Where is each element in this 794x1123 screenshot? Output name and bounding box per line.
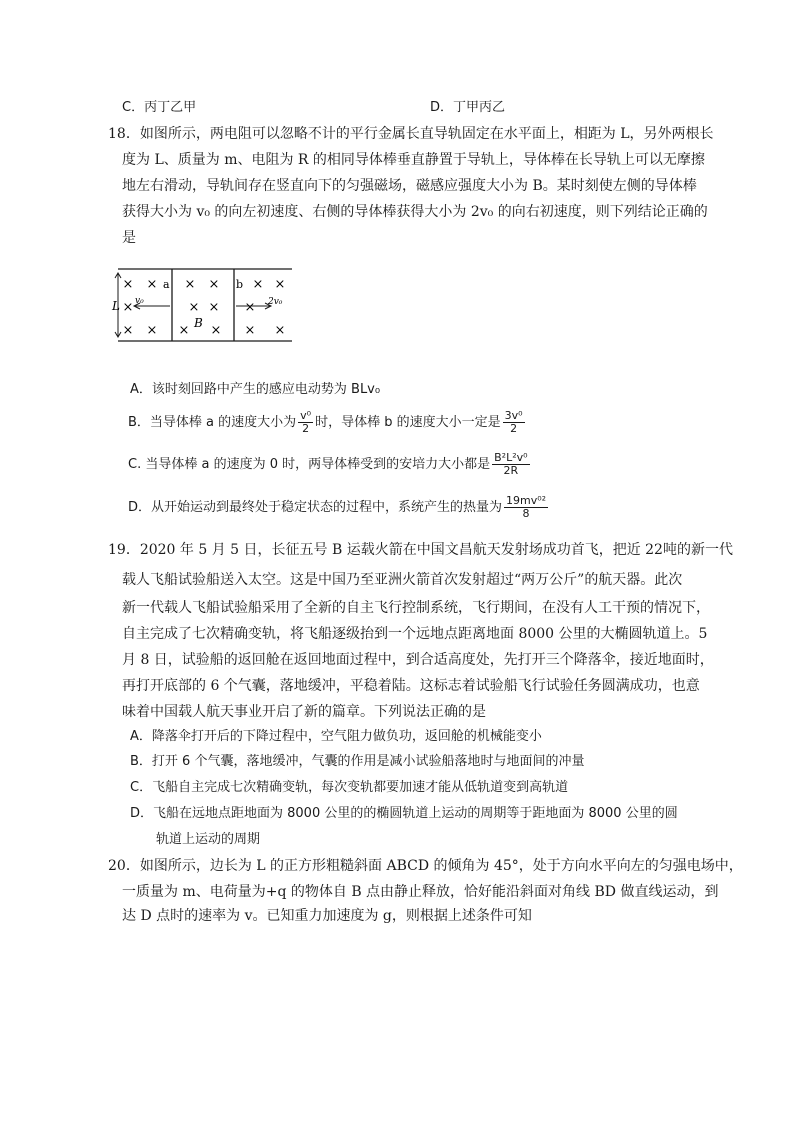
q17-option-d: D．丁甲丙乙 (430, 100, 506, 115)
label-L: L (112, 299, 120, 313)
q18-stem-line: 度为 L、质量为 m、电阻为 R 的相同导体棒垂直静置于导轨上，导体棒在长导轨上可以无摩擦 (122, 152, 705, 168)
q17-option-c: C．丙丁乙甲 (122, 100, 197, 115)
field-cross: × (188, 300, 200, 315)
q19-stem-line: 味着中国载人航天事业开启了新的篇章。下列说法正确的是 (122, 704, 486, 720)
q18-stem-line: 地左右滑动，导轨间存在竖直向下的匀强磁场，磁感应强度大小为 B。某时刻使左侧的导体棒 (122, 178, 697, 194)
q18-option-b-pre: B．当导体棒 a 的速度大小为 (128, 415, 297, 430)
q18-option-a: A．该时刻回路中产生的感应电动势为 BLv₀ (130, 382, 381, 397)
q18-option-d-pre: D．从开始运动到最终处于稳定状态的过程中，系统产生的热量为 (128, 500, 503, 515)
q18-option-d-frac (504, 495, 548, 520)
label-b: b (236, 278, 244, 291)
frac-numerator: 19mv⁰² (506, 494, 547, 507)
frac-numerator: B²L²v⁰ (494, 451, 528, 464)
field-cross: × (208, 277, 220, 292)
frac-denominator: 8 (522, 507, 530, 520)
q19-option-b: B．打开 6 个气囊，落地缓冲，气囊的作用是减小试验船落地时与地面间的冲量 (130, 754, 585, 769)
frac-numerator: 3v⁰ (504, 409, 523, 422)
frac-denominator: 2 (510, 422, 518, 435)
q18-option-b (128, 405, 527, 441)
q19-option-a: A．降落伞打开后的下降过程中，空气阻力做负功，返回舱的机械能变小 (130, 729, 542, 744)
label-2v0: 2v₀ (268, 297, 283, 307)
field-cross: × (244, 323, 256, 338)
q19-stem-line: 19．2020 年 5 月 5 日，长征五号 B 运载火箭在中国文昌航天发射场成功首飞，把近 22吨的新一代 (108, 542, 733, 558)
q18-option-b-frac2 (503, 410, 525, 435)
field-cross: × (274, 277, 286, 292)
label-B: B (194, 316, 203, 330)
q18-stem-line: 18．如图所示，两电阻可以忽略不计的平行金属长直导轨固定在水平面上，相距为 L，另外两根长 (108, 126, 714, 142)
q20-stem-line: 20．如图所示，边长为 L 的正方形粗糙斜面 ABCD 的倾角为 45°，处于方向水平向左的匀强电场中， (108, 858, 743, 874)
q18-option-c (128, 447, 532, 483)
field-cross: × (122, 300, 134, 315)
q19-option-d-continued: 轨道上运动的周期 (156, 832, 261, 847)
q18-option-d (128, 490, 550, 526)
q19-option-d: D．飞船在远地点距地面为 8000 公里的的椭圆轨道上运动的周期等于距地面为 8000 公里的圆 (130, 806, 678, 821)
q19-option-c: C．飞船自主完成七次精确变轨，每次变轨都要加速才能从低轨道变到高轨道 (130, 780, 569, 795)
magnetic-field-crosses (123, 277, 286, 338)
field-cross: × (210, 323, 222, 338)
q18-option-b-mid: 时，导体棒 b 的速度大小一定是 (315, 415, 501, 430)
q19-stem-line: 自主完成了七次精确变轨，将飞船逐级抬到一个远地点距离地面 8000 公里的大椭圆轨道上。5 (122, 626, 708, 642)
frac-denominator: 2 (302, 422, 310, 435)
q18-stem-line: 是 (122, 230, 136, 246)
field-cross: × (146, 277, 158, 292)
frac-numerator: v⁰ (300, 409, 312, 422)
q18-option-c-frac (492, 452, 529, 477)
field-cross: × (178, 323, 190, 338)
field-cross: × (146, 323, 158, 338)
q18-option-c-pre: C. 当导体棒 a 的速度为 0 时，两导体棒受到的安培力大小都是 (128, 457, 491, 472)
q20-stem-line: 达 D 点时的速率为 v。已知重力加速度为 g，则根据上述条件可知 (122, 908, 532, 924)
label-a: a (163, 278, 170, 291)
q18-option-b-frac1 (298, 410, 313, 435)
field-cross: × (252, 277, 264, 292)
field-cross: × (244, 300, 256, 315)
field-cross: × (122, 323, 134, 338)
q19-stem-line: 载人飞船试验船送入太空。这是中国乃至亚洲火箭首次发射超过“两万公斤”的航天器。此次 (122, 572, 683, 588)
frac-denominator: 2R (503, 464, 519, 477)
field-cross: × (274, 323, 286, 338)
q19-stem-line: 新一代载人飞船试验船采用了全新的自主飞行控制系统，飞行期间，在没有人工干预的情况下， (122, 600, 710, 616)
label-v0: v₀ (135, 296, 144, 306)
q18-stem-line: 获得大小为 v₀ 的向左初速度、右侧的导体棒获得大小为 2v₀ 的向右初速度，则下列结论正确的 (122, 204, 708, 220)
q19-stem-line: 再打开底部的 6 个气囊，落地缓冲，平稳着陆。这标志着试验船飞行试验任务圆满成功，也意 (122, 678, 700, 694)
field-cross: × (122, 277, 134, 292)
field-cross: × (184, 277, 196, 292)
q19-stem-line: 月 8 日，试验船的返回舱在返回地面过程中，到合适高度处，先打开三个降落伞，接近地面时， (122, 652, 714, 668)
q20-stem-line: 一质量为 m、电荷量为+q 的物体自 B 点由静止释放，恰好能沿斜面对角线 BD 做直线运动，到 (122, 884, 719, 900)
field-cross: × (208, 300, 220, 315)
q18-rails-figure (110, 265, 300, 347)
